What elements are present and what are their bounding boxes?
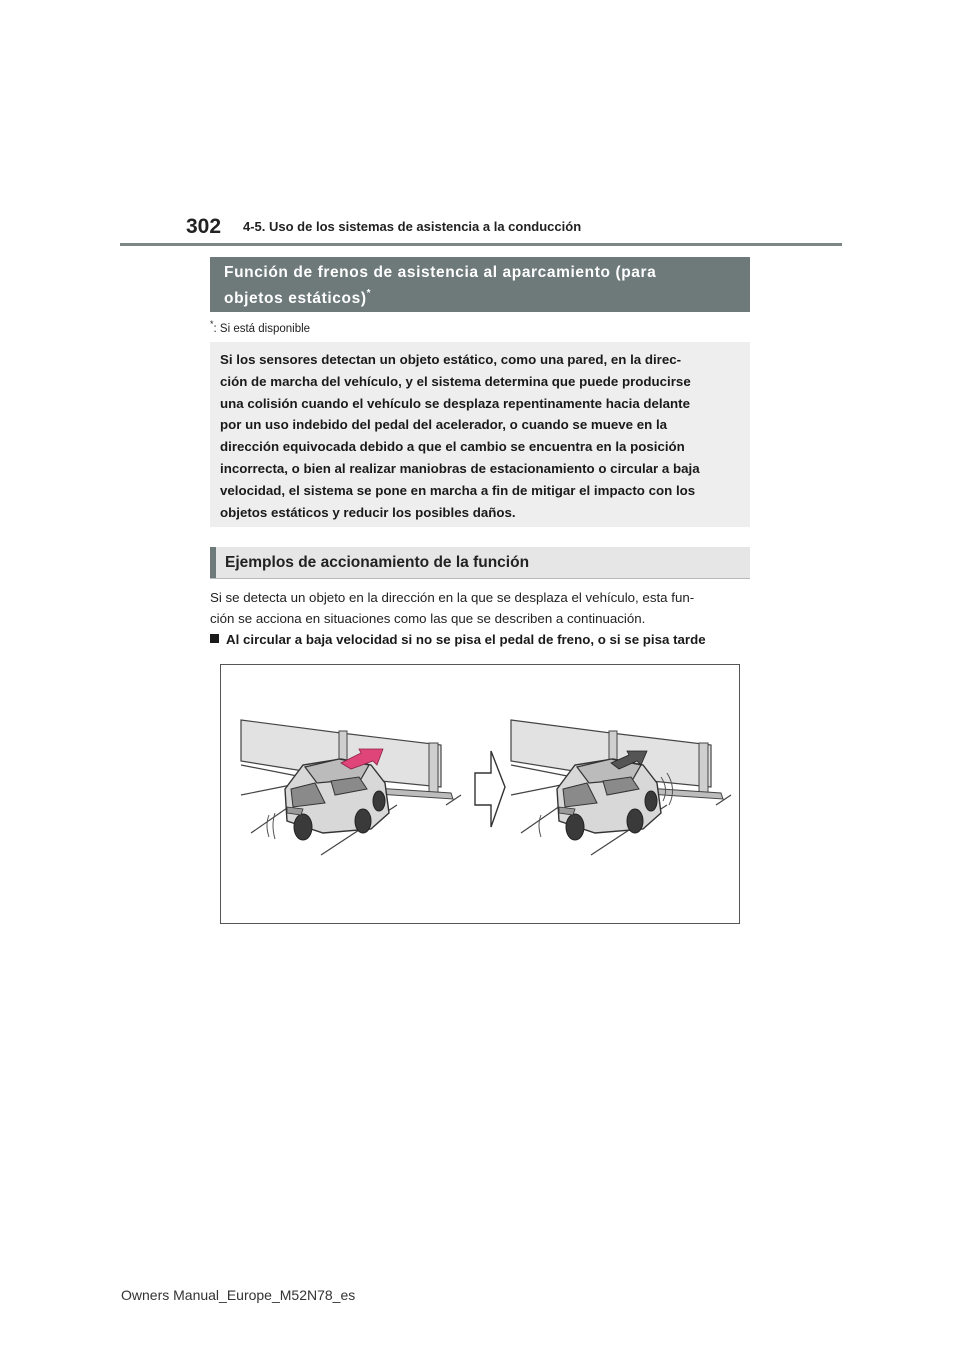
examples-heading-rule [210, 578, 750, 579]
examples-heading: Ejemplos de accionamiento de la función [210, 547, 750, 578]
availability-mark: * [366, 288, 372, 299]
intro-line: una colisión cuando el vehículo se desplaza repentinamente hacia delante [220, 395, 690, 411]
page-number: 302 [186, 215, 222, 238]
footnote-text: : Si está disponible [213, 323, 311, 335]
footnote-mark: * [210, 319, 214, 329]
example-bullet-text: Al circular a baja velocidad si no se pisa el pedal de freno, o si se pisa tarde [226, 632, 706, 647]
scene-approaching [241, 720, 461, 855]
intro-line: velocidad, el sistema se pone en marcha a fin de mitigar el impacto con los [220, 482, 696, 498]
example-bullet [210, 631, 770, 649]
section-heading-line2 [224, 286, 736, 312]
paragraph-line: Si se detecta un objeto en la dirección en la que se desplaza el vehículo, esta fun- [210, 590, 695, 605]
right-arrow-icon [475, 751, 505, 827]
chapter-title: 4-5. Uso de los sistemas de asistencia a la conducción [243, 219, 582, 234]
section-heading-line2-text: objetos estáticos) [224, 290, 367, 307]
intro-line: por un uso indebido del pedal del acelerador, o cuando se mueve en la [220, 417, 668, 433]
illustration-frame [220, 664, 740, 924]
parking-illustration [221, 665, 739, 923]
section-heading [210, 257, 750, 312]
intro-line: objetos estáticos y reducir los posibles daños. [220, 504, 516, 520]
availability-footnote [210, 319, 311, 335]
intro-box [210, 342, 750, 527]
section-heading-line1: Función de frenos de asistencia al aparcamiento (para [224, 264, 657, 281]
examples-paragraph [210, 588, 750, 629]
intro-line: dirección equivocada debido a que el cambio se encuentra en la posición [220, 439, 685, 455]
scene-stopped [511, 720, 731, 855]
paragraph-line: ción se acciona en situaciones como las que se describen a continuación. [210, 610, 646, 626]
intro-line: incorrecta, o bien al realizar maniobras de estacionamiento o circular a baja [220, 460, 700, 476]
footer-text: Owners Manual_Europe_M52N78_es [121, 1287, 356, 1303]
intro-line: ción de marcha del vehículo, y el sistema determina que puede producirse [220, 373, 691, 389]
bullet-square-icon [210, 634, 219, 643]
header-divider [120, 243, 842, 246]
intro-line: Si los sensores detectan un objeto estático, como una pared, en la direc- [220, 352, 682, 367]
